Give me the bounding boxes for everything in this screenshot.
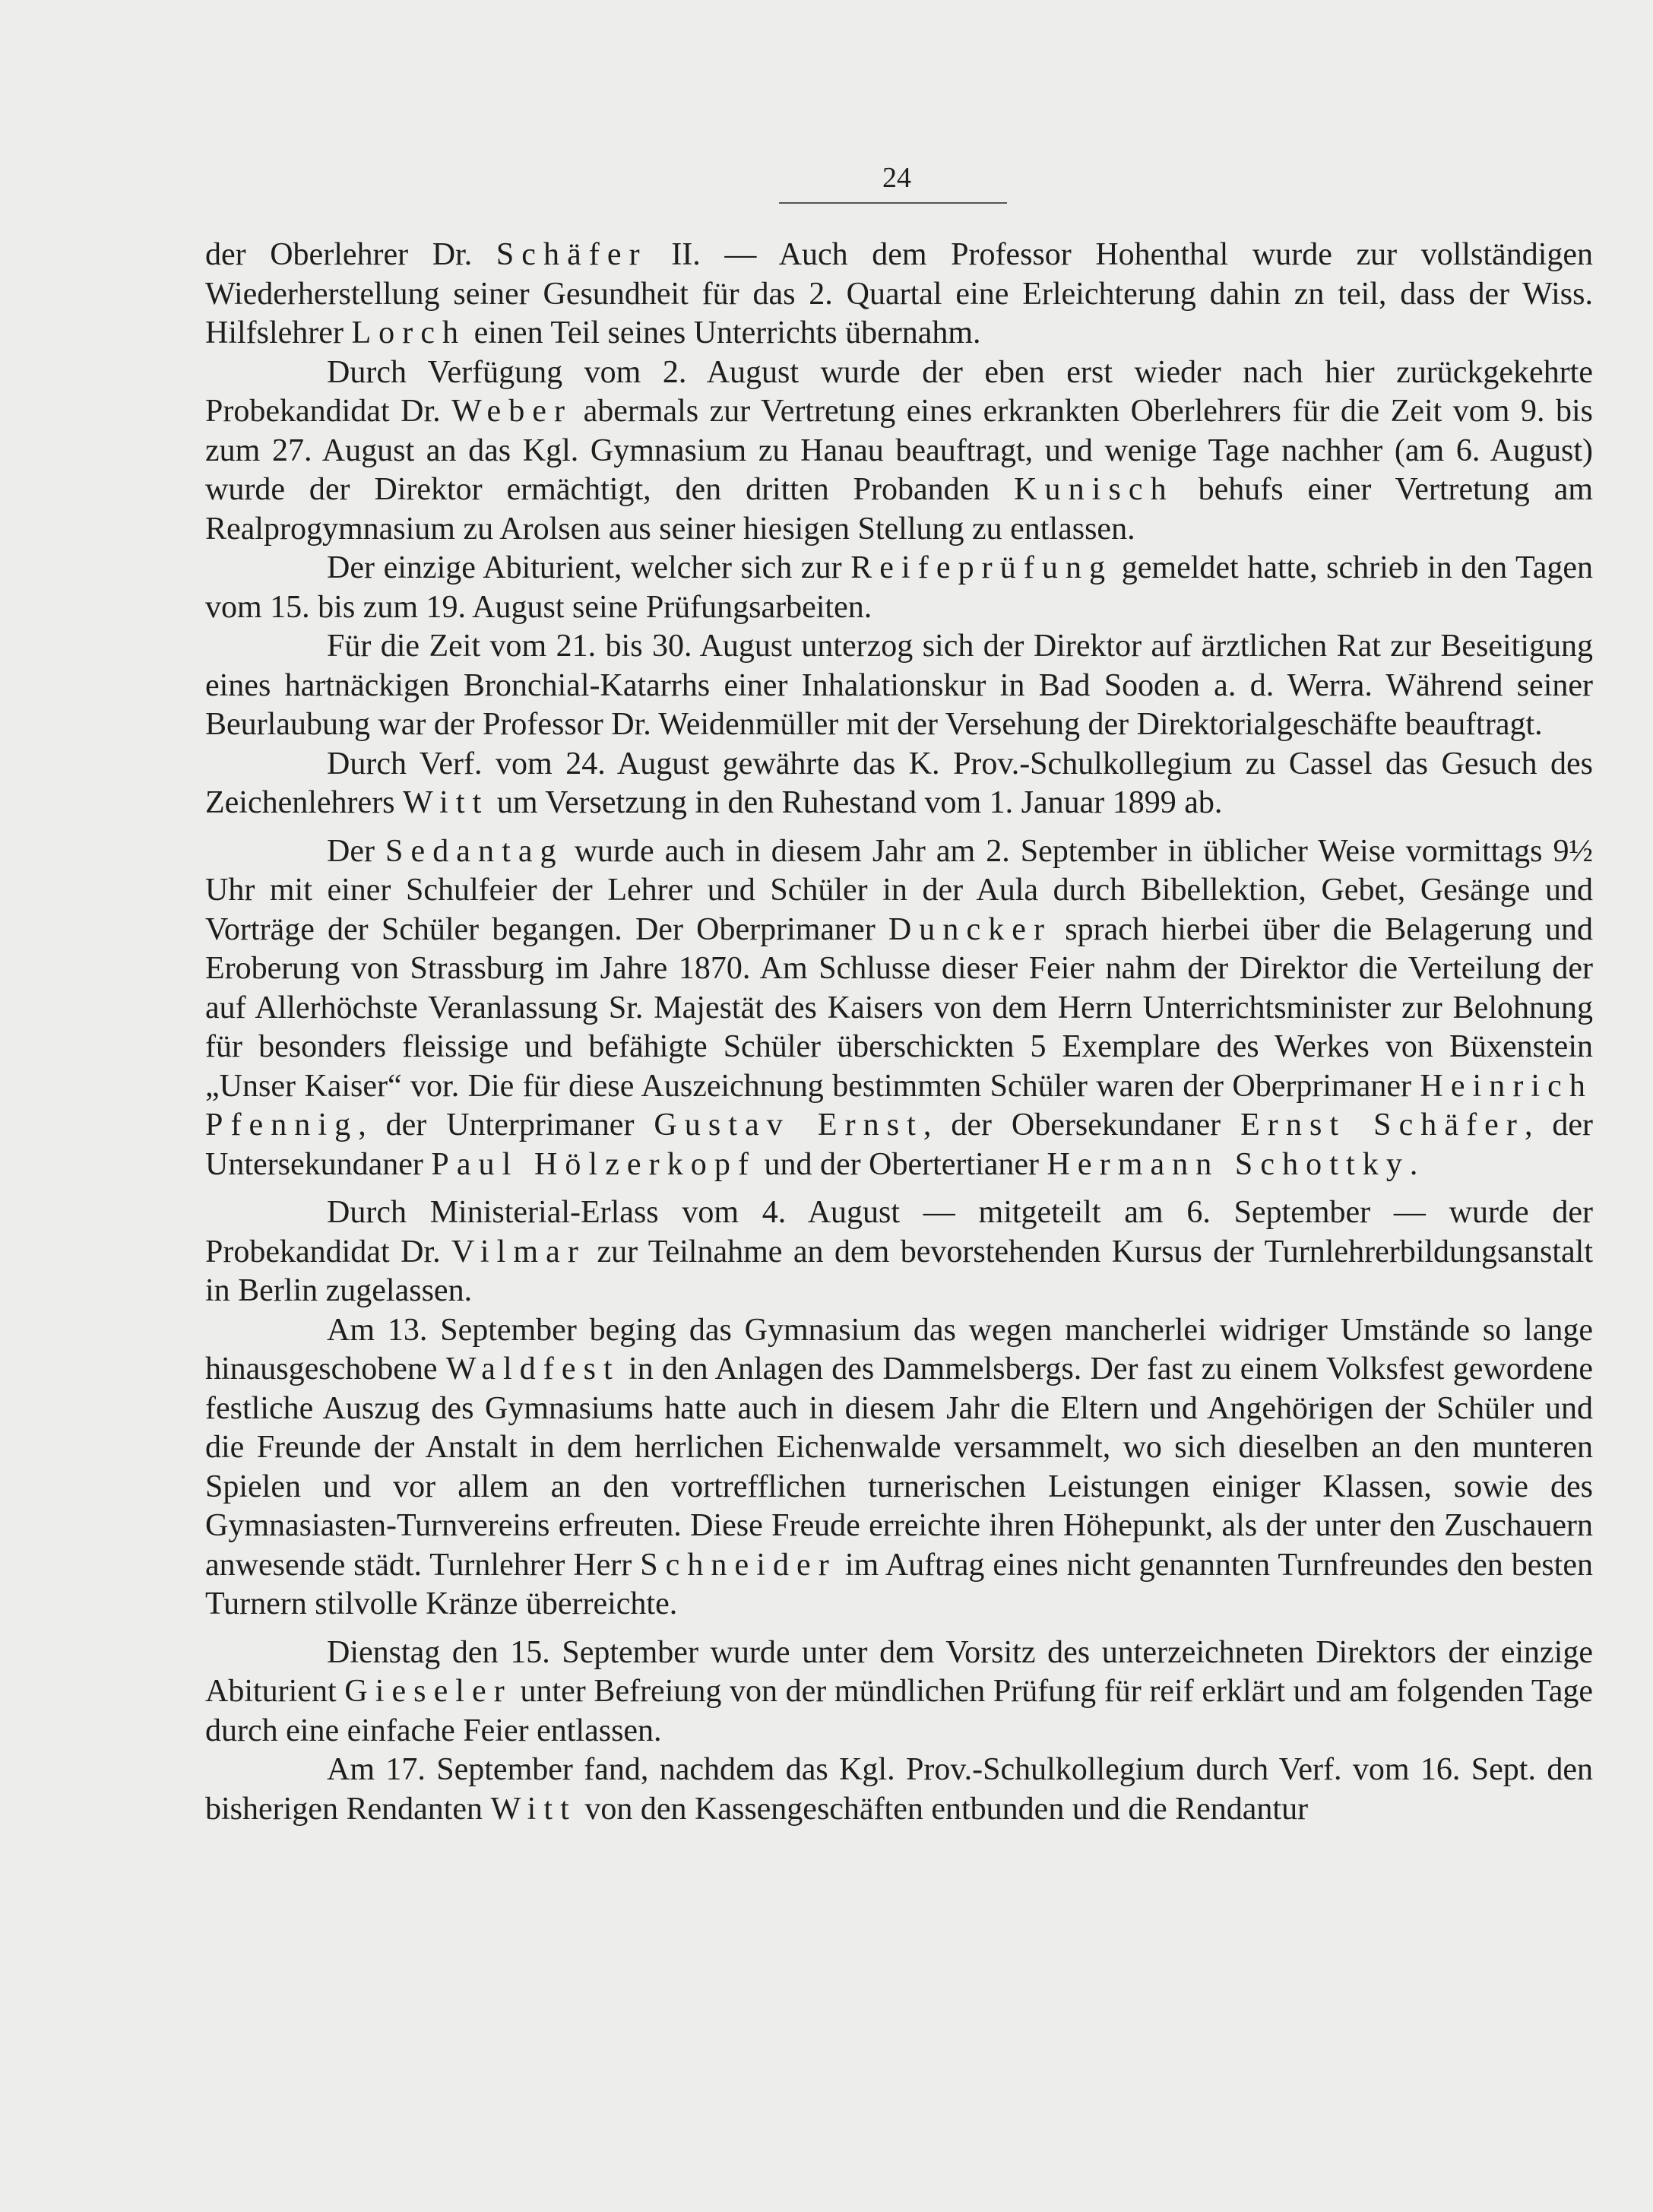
spaced-name: Heinrich Pfennig bbox=[205, 1068, 1593, 1142]
text-run: wurde auch in diesem Jahr am 2. September in üblicher Weise vormittags 9½ Uhr mit einer Schulfeier der Lehrer und Schüler in der Aula durch Bibellektion, Gebet, Gesänge und Vorträge der Schüler begangen. Der Oberprimaner bbox=[205, 833, 1593, 947]
body-text bbox=[205, 236, 1593, 1829]
text-run: im Auftrag eines nicht genannten Turnfreundes den besten Turnern stilvolle Kränze überreichte. bbox=[205, 1547, 1593, 1621]
page-number: 24 bbox=[882, 162, 911, 194]
text-run: Durch Verf. vom 24. August gewährte das K. Prov.-Schulkollegium zu Cassel das Gesuch des Zeichenlehrers bbox=[205, 746, 1593, 820]
text-run: Der bbox=[327, 833, 386, 869]
paragraph bbox=[205, 1751, 1593, 1829]
paragraph bbox=[205, 1311, 1593, 1624]
paragraph bbox=[205, 1634, 1593, 1751]
text-run: Der einzige Abiturient, welcher sich zur bbox=[327, 550, 851, 585]
text-run: , der Obersekundaner bbox=[923, 1108, 1241, 1142]
spaced-name: Ernst Schäfer bbox=[1240, 1108, 1525, 1142]
spaced-name: Schneider bbox=[640, 1547, 837, 1583]
text-run: unter Befreiung von der mündlichen Prüfung für reif erklärt und am folgenden Tage durch eine einfache Feier entlassen. bbox=[205, 1674, 1593, 1748]
text-run: und der Obertertianer bbox=[756, 1146, 1047, 1182]
text-run: gemeldet hatte, schrieb in den Tagen vom 15. bis zum 19. August seine Prüfungsarbeiten. bbox=[205, 550, 1593, 625]
text-run: der Oberlehrer Dr. bbox=[205, 237, 496, 272]
text-run: von den Kassengeschäften entbunden und die Rendantur bbox=[576, 1791, 1309, 1827]
text-run: Für die Zeit vom 21. bis 30. August unterzog sich der Direktor auf ärztlichen Rat zur Beseitigung eines hartnäckigen Bronchial-Katarrhs einer Inhalationskur in Bad Sooden a. d. Werra. Während seiner Beurlaubung war der Professor Dr. Weidenmüller mit der Versehung der Direktorialgeschäfte beauftragt. bbox=[205, 629, 1593, 742]
paragraph bbox=[205, 745, 1593, 823]
text-run: Am 17. September fand, nachdem das Kgl. Prov.-Schulkollegium durch Verf. vom 16. Sept. den bisherigen Rendanten bbox=[205, 1752, 1593, 1827]
text-run: um Versetzung in den Ruhestand vom 1. Januar 1899 ab. bbox=[489, 785, 1223, 820]
text-run: , der Unterprimaner bbox=[358, 1108, 654, 1142]
text-run: Durch Ministerial-Erlass vom 4. August — mitgeteilt am 6. September — wurde der Probekandidat Dr. bbox=[205, 1195, 1593, 1269]
text-run: . bbox=[1409, 1146, 1418, 1182]
spaced-name: Witt bbox=[490, 1791, 577, 1827]
paragraph bbox=[205, 236, 1593, 353]
paragraph bbox=[205, 1193, 1593, 1311]
paragraph bbox=[205, 832, 1593, 1185]
spaced-name: Duncker bbox=[888, 911, 1053, 947]
text-run: behufs einer Vertretung am Realprogymnasium zu Arolsen aus seiner hiesigen Stellung zu entlassen. bbox=[205, 472, 1593, 547]
text-run: in den Anlagen des Dammelsbergs. Der fast zu einem Volksfest gewordene festliche Auszug des Gymnasiums hatte auch in diesem Jahr die Eltern und Angehörigen der Schüler und die Freunde der Anstalt in dem herrlichen Eichenwalde versammelt, wo sich dieselben an den munteren Spielen und vor allem an den vortrefflichen turnerischen Leistungen einiger Klassen, sowie des Gymnasiasten-Turnvereins erfreuten. Diese Freude erreichte ihren Höhepunkt, als der unter den Zuschauern anwesende städt. Turnlehrer Herr bbox=[205, 1352, 1593, 1583]
text-run: , der Untersekundaner bbox=[205, 1108, 1594, 1182]
spaced-name: Lorch bbox=[351, 315, 467, 350]
spaced-name: Vilmar bbox=[451, 1234, 586, 1269]
text-run: Dienstag den 15. September wurde unter dem Vorsitz des unterzeichneten Direktors der einzige Abiturient bbox=[205, 1634, 1593, 1709]
spaced-name: Reifeprüfung bbox=[850, 550, 1113, 585]
paragraph bbox=[205, 627, 1593, 745]
spaced-name: Schäfer bbox=[496, 237, 648, 272]
paragraph bbox=[205, 353, 1593, 550]
spaced-name: Waldfest bbox=[445, 1352, 620, 1386]
text-run: Durch Verfügung vom 2. August wurde der eben erst wieder nach hier zurückgekehrte Probekandidat Dr. bbox=[205, 354, 1593, 429]
text-run: abermals zur Vertretung eines erkrankten Oberlehrers für die Zeit vom 9. bis zum 27. August an das Kgl. Gymnasium zu Hanau beauftragt, und wenige Tage nachher (am 6. August) wurde der Direktor ermächtigt, den dritten Probanden bbox=[205, 394, 1593, 507]
text-run: Am 13. September beging das Gymnasium das wegen mancherlei widriger Umstände so lange hinausgeschobene bbox=[205, 1312, 1593, 1386]
spaced-name: Witt bbox=[403, 785, 489, 820]
header-rule bbox=[779, 202, 1007, 204]
spaced-name: Sedantag bbox=[385, 833, 564, 869]
paragraph bbox=[205, 549, 1593, 627]
text-run: sprach hierbei über die Belagerung und Eroberung von Strassburg im Jahre 1870. Am Schlusse dieser Feier nahm der Direktor die Verteilung der auf Allerhöchste Veranlassung Sr. Majestät des Kaisers von dem Herrn Unterrichtsminister zur Belohnung für besonders fleissige und befähigte Schüler überschickten 5 Exemplare des Werkes von Büxenstein „Unser Kaiser“ vor. Die für diese Auszeichnung bestimmten Schüler waren der Oberprimaner bbox=[205, 911, 1593, 1104]
spaced-name: Weber bbox=[451, 394, 573, 429]
spaced-name: Hermann Schottky bbox=[1047, 1146, 1410, 1182]
text-run: einen Teil seines Unterrichts übernahm. bbox=[466, 315, 981, 350]
spaced-name: Gieseler bbox=[344, 1674, 512, 1709]
text-run: zur Teilnahme an dem bevorstehenden Kursus der Turnlehrerbildungsanstalt in Berlin zugelassen. bbox=[205, 1234, 1594, 1308]
spaced-name: Gustav Ernst bbox=[654, 1108, 923, 1142]
spaced-name: Paul Hölzerkopf bbox=[431, 1146, 757, 1182]
text-run: II. — Auch dem Professor Hohenthal wurde zur vollständigen Wiederherstellung seiner Gesundheit für das 2. Quartal eine Erleichterung dahin zn teil, dass der Wiss. Hilfslehrer bbox=[205, 237, 1593, 350]
spaced-name: Kunisch bbox=[1014, 472, 1174, 507]
